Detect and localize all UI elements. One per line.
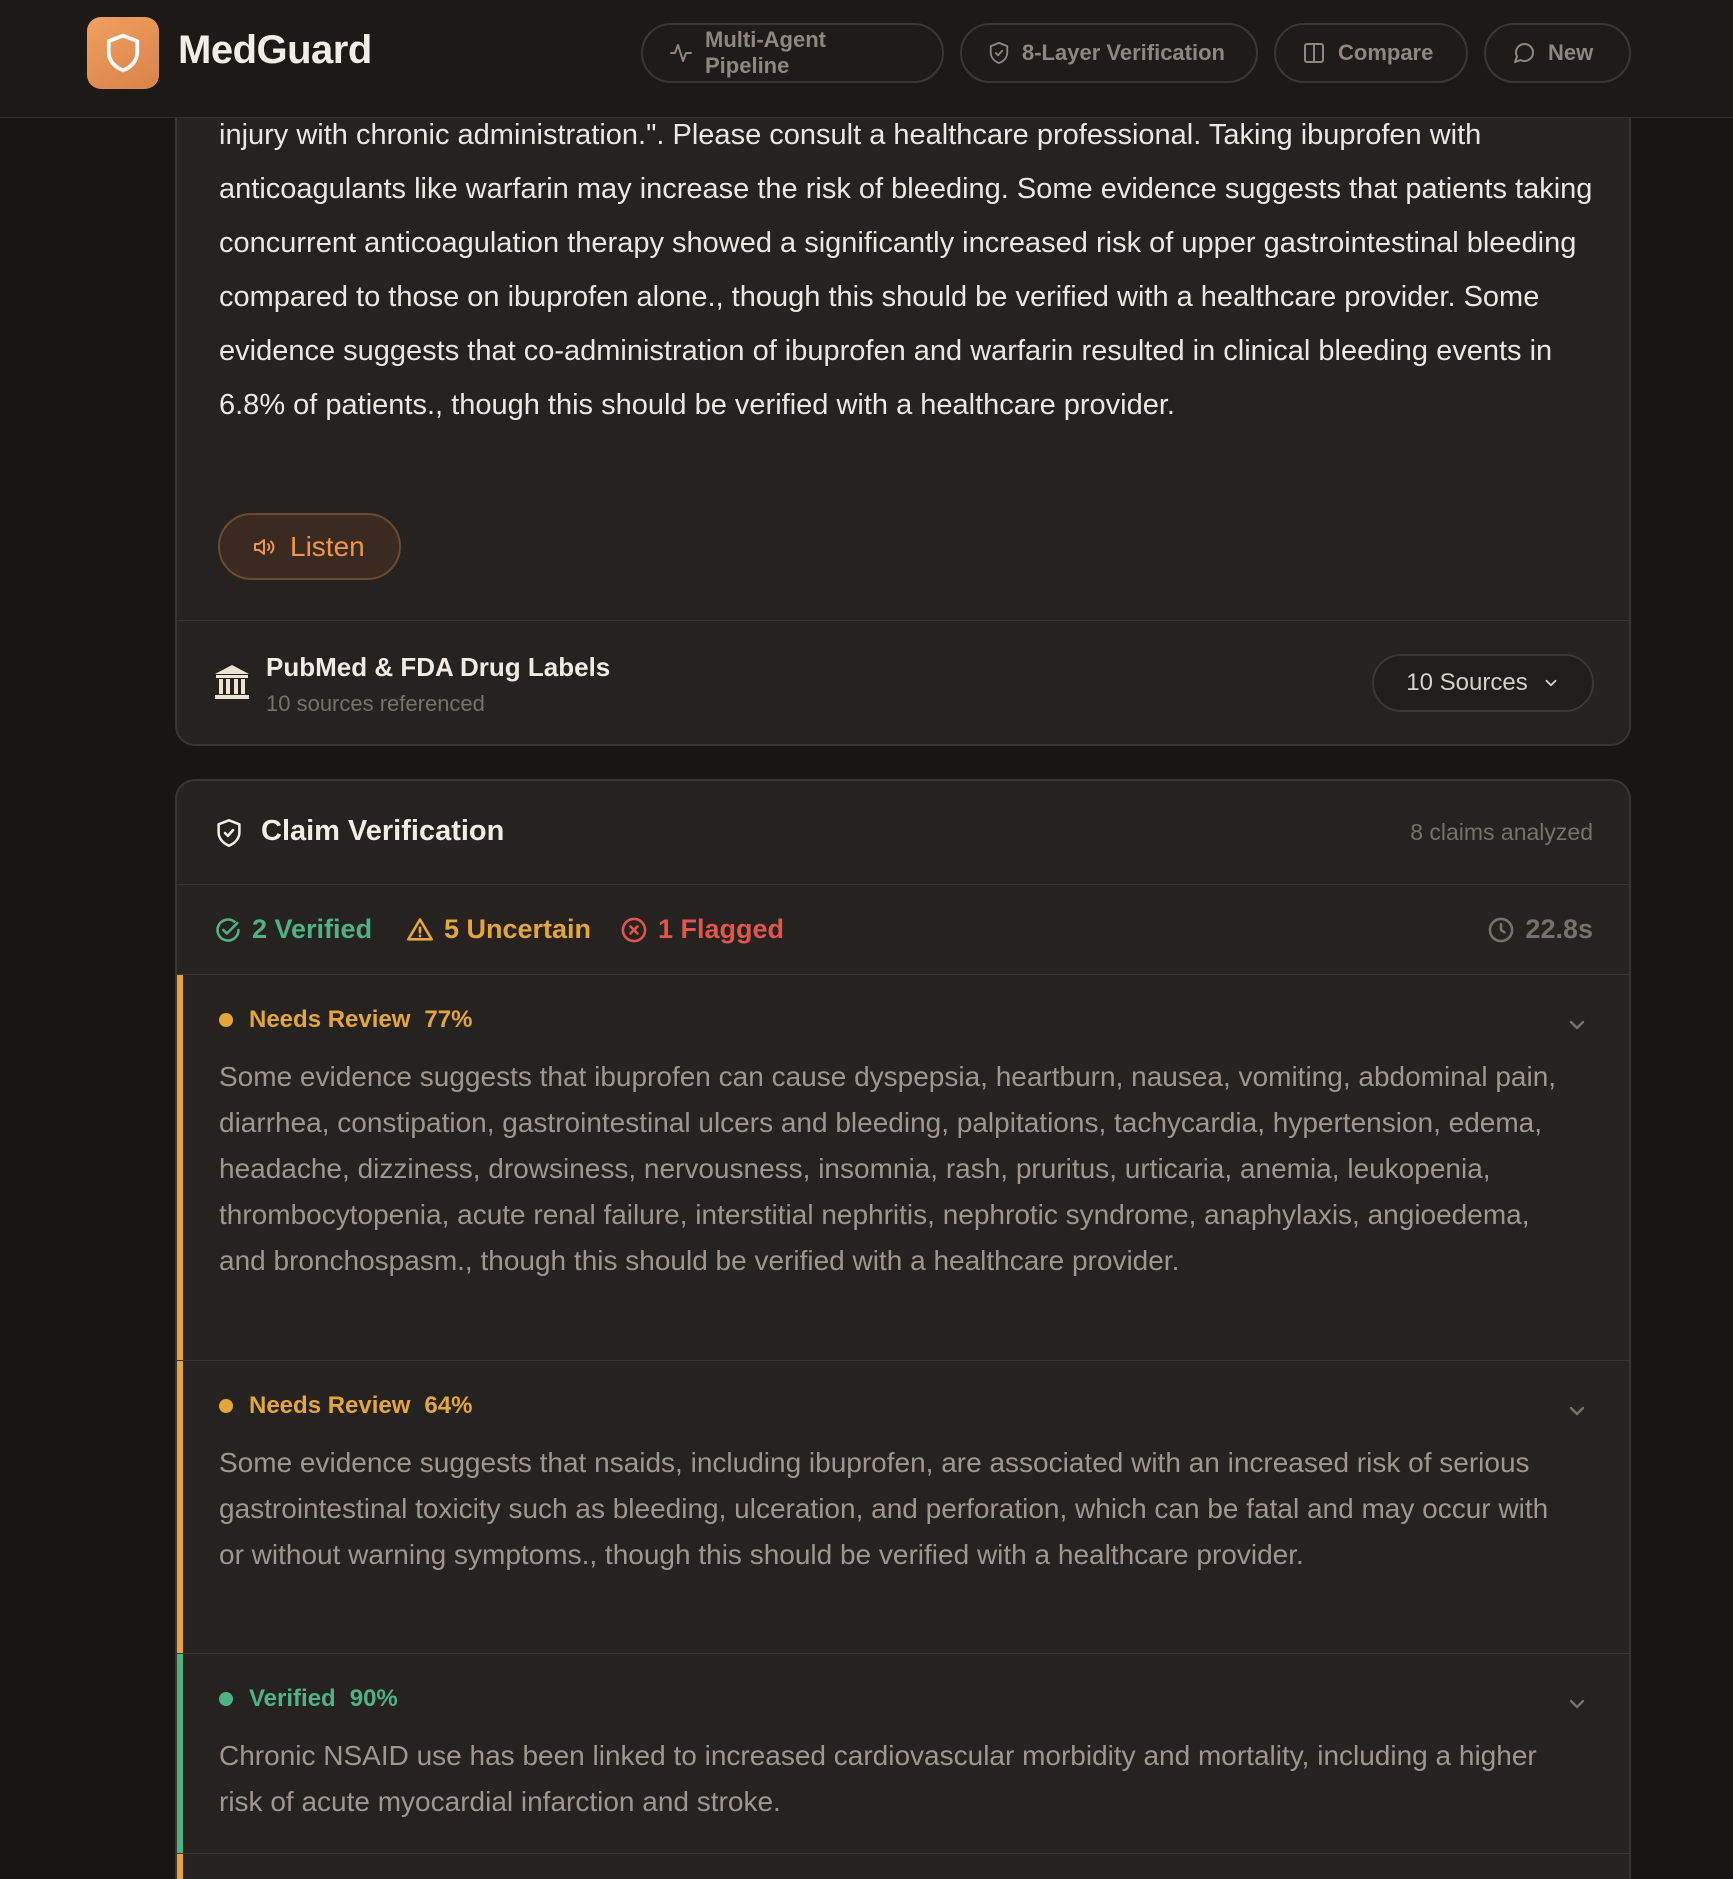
verification-stats (177, 885, 1629, 974)
institution-icon (212, 662, 252, 702)
speaker-icon (252, 535, 278, 559)
answer-text: injury with chronic administration.". Please consult a healthcare professional. Taking ibuprofen with anticoagulants like warfarin may increase the risk of bleeding. Some evidence suggests that patients taking concurrent anticoagulation therapy showed a significantly increased risk of upper gastrointestinal bleeding compared to those on ibuprofen alone., though this should be verified with a healthcare provider. Some evidence suggests that co-administration of ibuprofen and warfarin resulted in clinical bleeding events in 6.8% of patients., though this should be verified with a healthcare provider. (219, 119, 1593, 421)
sources-subtitle: 10 sources referenced (266, 691, 485, 716)
app-header (0, 0, 1733, 118)
nav-label: Multi-Agent Pipeline (705, 27, 826, 78)
claim-item[interactable] (177, 975, 1629, 1361)
uncertain-count: 5 Uncertain (444, 914, 592, 944)
activity-icon (669, 41, 693, 65)
nav-8-layer-verification[interactable] (960, 23, 1258, 83)
status-dot (219, 1013, 233, 1027)
claim-status-bar (177, 1361, 183, 1653)
elapsed-time-value: 22.8s (1525, 914, 1593, 944)
verified-stat (214, 914, 372, 945)
chevron-down-icon[interactable] (1565, 1013, 1589, 1037)
claim-item[interactable] (177, 1654, 1629, 1854)
columns-icon (1302, 41, 1326, 65)
elapsed-time (1487, 914, 1593, 945)
claim-confidence: 77% (424, 1006, 473, 1033)
verified-count: 2 Verified (252, 914, 373, 944)
claim-item[interactable] (177, 1854, 1629, 1879)
claim-status (219, 1392, 472, 1420)
nav-new[interactable] (1484, 23, 1631, 83)
claim-confidence: 90% (349, 1685, 398, 1712)
claim-verification-title: Claim Verification (261, 815, 505, 847)
shield-check-icon (988, 41, 1010, 65)
chevron-down-icon[interactable] (1565, 1692, 1589, 1716)
clock-icon (1487, 916, 1515, 944)
claim-text: Chronic NSAID use has been linked to increased cardiovascular morbidity and mortality, including a higher risk of acute myocardial infarction and stroke. (219, 1740, 1537, 1817)
claims-count: 8 claims analyzed (1410, 819, 1593, 845)
claim-status-bar (177, 1654, 183, 1853)
x-circle-icon (620, 916, 648, 944)
listen-label: Listen (290, 530, 365, 562)
uncertain-stat (406, 914, 591, 945)
claim-status-bar (177, 975, 183, 1360)
divider (177, 620, 1629, 621)
sources-dropdown-button[interactable] (1372, 654, 1594, 712)
claim-status-label: Needs Review (249, 1392, 411, 1419)
nav-compare[interactable] (1274, 23, 1468, 83)
nav-label: Compare (1338, 40, 1434, 65)
claim-status (219, 1685, 398, 1713)
status-dot (219, 1399, 233, 1413)
warning-triangle-icon (406, 916, 434, 944)
sources-title: PubMed & FDA Drug Labels (266, 652, 611, 682)
chevron-down-icon (1542, 674, 1560, 692)
claim-text: Some evidence suggests that nsaids, including ibuprofen, are associated with an increased risk of serious gastrointestinal toxicity such as bleeding, ulceration, and perforation, which can be fatal and may occur with or without warning symptoms., though this should be verified with a healthcare provider. (219, 1447, 1549, 1570)
message-circle-icon (1512, 41, 1536, 65)
flagged-count: 1 Flagged (658, 914, 785, 944)
nav-multi-agent-pipeline[interactable] (641, 23, 944, 83)
nav-label: New (1548, 40, 1594, 65)
listen-button[interactable] (218, 513, 401, 580)
claim-status-bar (177, 1854, 183, 1879)
claim-text: Some evidence suggests that ibuprofen can cause dyspepsia, heartburn, nausea, vomiting, abdominal pain, diarrhea, constipation, gastrointestinal ulcers and bleeding, palpitations, tachycardia, hypertension, edema, headache, dizziness, drowsiness, nervousness, insomnia, rash, pruritus, urticaria, anemia, leukopenia, thrombocytopenia, acute renal failure, interstitial nephritis, nephrotic syndrome, anaphylaxis, angioedema, and bronchospasm., though this should be verified with a healthcare provider. (219, 1061, 1557, 1276)
chevron-down-icon[interactable] (1565, 1399, 1589, 1423)
claim-status (219, 1006, 472, 1034)
status-dot (219, 1692, 233, 1706)
shield-check-icon (215, 818, 243, 848)
shield-logo-icon (104, 32, 142, 74)
logo[interactable] (87, 17, 159, 89)
brand-name: MedGuard (178, 28, 372, 72)
claim-verification-card (175, 779, 1631, 1879)
check-circle-icon (214, 916, 242, 944)
sources-button-label: 10 Sources (1406, 669, 1528, 696)
claim-item[interactable] (177, 1361, 1629, 1654)
claim-status-label: Verified (249, 1685, 336, 1712)
claim-confidence: 64% (424, 1392, 473, 1419)
claim-status-label: Needs Review (249, 1006, 411, 1033)
nav-label: 8-Layer Verification (1022, 40, 1225, 65)
flagged-stat (620, 914, 784, 945)
